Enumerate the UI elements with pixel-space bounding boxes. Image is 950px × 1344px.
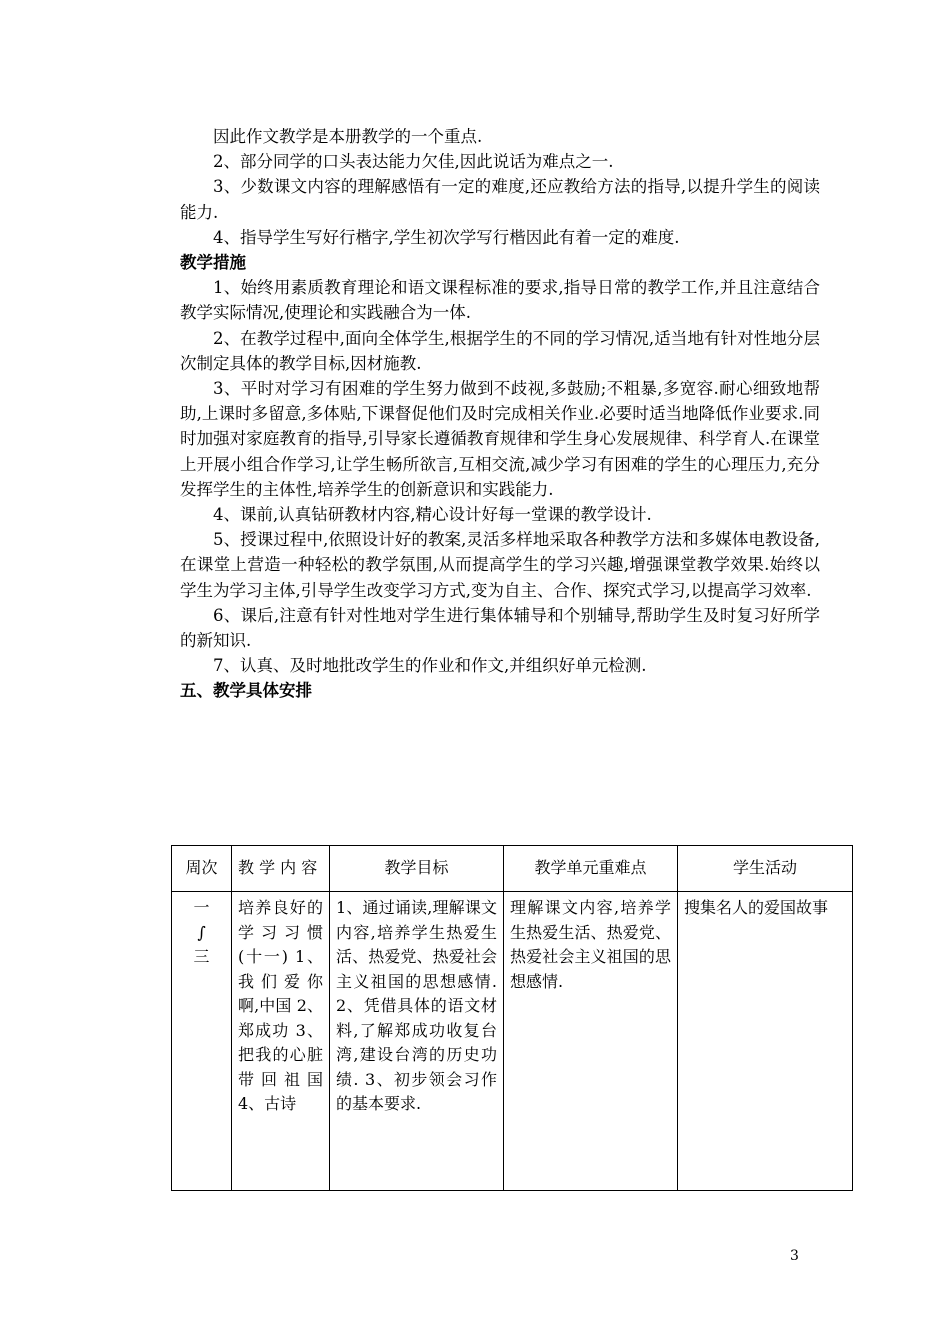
week-range-symbol: ∫ [197,922,206,942]
paragraph: 因此作文教学是本册教学的一个重点. [213,127,483,146]
header-activity: 学生活动 [678,846,853,892]
cell-difficulty: 理解课文内容,培养学生热爱生活、热爱党、热爱社会主义祖国的思想感情. [504,892,678,1191]
section-heading-schedule: 五、教学具体安排 [180,681,312,701]
header-difficulty: 教学单元重难点 [504,846,678,892]
paragraph: 7、认真、及时地批改学生的作业和作文,并组织好单元检测. [213,656,647,676]
paragraph: 4、课前,认真钻研教材内容,精心设计好每一堂课的教学设计. [213,505,652,525]
week-end: 三 [193,947,210,966]
page-number: 3 [790,1248,799,1264]
cell-activity: 搜集名人的爱国故事 [678,892,853,1191]
paragraph: 3、少数课文内容的理解感悟有一定的难度,还应教给方法的指导,以提升学生的阅读能力. [180,177,820,222]
paragraph: 2、在教学过程中,面向全体学生,根据学生的不同的学习情况,适当地有针对性地分层次制定具体的教学目标,因材施教. [180,328,820,373]
cell-goal: 1、通过诵读,理解课文内容,培养学生热爱生活、热爱党、热爱社会主义祖国的思想感情. 2、凭借具体的语文材料,了解郑成功收复台湾,建设台湾的历史功绩. 3、初步领会习作的基本要求. [330,892,504,1191]
paragraph: 2、部分同学的口头表达能力欠佳,因此说话为难点之一. [213,152,614,172]
schedule-table [171,845,853,1191]
paragraph: 6、课后,注意有针对性地对学生进行集体辅导和个别辅导,帮助学生及时复习好所学的新知识. [180,605,820,651]
table-row [172,892,853,1191]
paragraph: 1、始终用素质教育理论和语文课程标准的要求,指导日常的教学工作,并且注意结合教学实际情况,使理论和实践融合为一体. [180,278,820,323]
section-heading-measures: 教学措施 [180,253,246,273]
cell-week [172,892,232,1191]
cell-content: 培养良好的学习习惯(十一) 1、我们爱你啊,中国 2、郑成功 3、把我的心脏带回祖国 4、古诗 [232,892,330,1191]
week-start: 一 [193,898,210,917]
header-goal: 教学目标 [330,846,504,892]
header-week: 周次 [172,846,232,892]
header-content: 教 学 内 容 [232,846,330,892]
document-body [180,124,820,704]
paragraph: 3、平时对学习有困难的学生努力做到不歧视,多鼓励;不粗暴,多宽容.耐心细致地帮助,上课时多留意,多体贴,下课督促他们及时完成相关作业.必要时适当地降低作业要求.同时加强对家庭教育的指导,引导家长遵循教育规律和学生身心发展规律、科学育人.在课堂上开展小组合作学习,让学生畅所欲言,互相交流,减少学习有困难的学生的心理压力,充分发挥学生的主体性,培养学生的创新意识和实践能力. [180,379,820,499]
paragraph: 4、指导学生写好行楷字,学生初次学写行楷因此有着一定的难度. [213,227,680,247]
paragraph: 5、授课过程中,依照设计好的教案,灵活多样地采取各种教学方法和多媒体电教设备,在课堂上营造一种轻松的教学氛围,从而提高学生的学习兴趣,增强课堂教学效果.始终以学生为学习主体,引导学生改变学习方式,变为自主、合作、探究式学习,以提高学习效率. [180,530,820,600]
table-header-row [172,846,853,892]
